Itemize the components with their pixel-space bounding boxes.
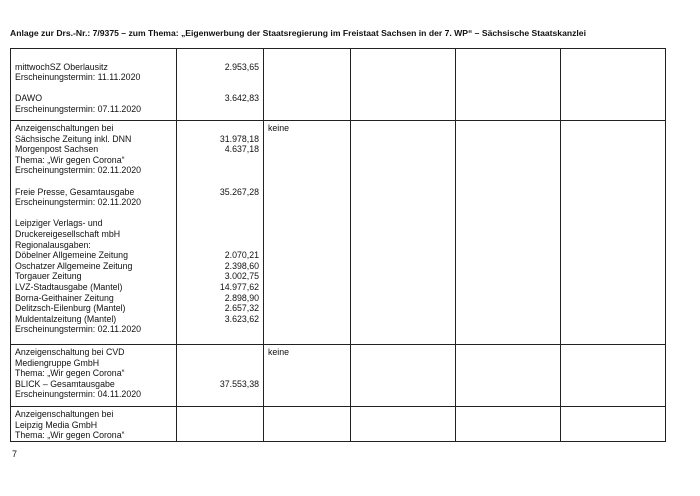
medium-line: Morgenpost Sachsen [15, 144, 99, 155]
line-gap [177, 72, 259, 83]
medium-cell [11, 407, 177, 442]
empty-cell [351, 345, 456, 407]
line-gap [177, 51, 259, 62]
empty-cell [561, 407, 666, 442]
cost-cell [177, 345, 264, 407]
medium-line: Anzeigenschaltung bei CVD [15, 347, 125, 357]
medium-line: Thema: „Wir gegen Corona“ [15, 154, 125, 165]
medium-line: Leipzig Media GmbH [15, 419, 98, 430]
line-gap [177, 104, 259, 115]
note-cell [264, 407, 351, 442]
empty-cell [561, 345, 666, 407]
medium-line: mittwochSZ Oberlausitz [15, 61, 108, 72]
table-row [11, 121, 666, 345]
line-gap [177, 347, 259, 358]
medium-line: Borna-Geithainer Zeitung [15, 292, 114, 303]
line-gap [177, 409, 259, 420]
empty-cell [351, 49, 456, 121]
medium-line: Erscheinungstermin: 02.11.2020 [15, 324, 142, 335]
cost-value: 37.553,38 [219, 378, 259, 389]
cost-value: 3.002,75 [224, 271, 259, 282]
cost-cell [177, 49, 264, 121]
medium-line: Torgauer Zeitung [15, 271, 82, 282]
medium-line: Erscheinungstermin: 02.11.2020 [15, 165, 142, 176]
medium-line: Mediengruppe GmbH [15, 357, 100, 368]
cost-value: 3.642,83 [224, 93, 259, 104]
medium-line: Freie Presse, Gesamtausgabe [15, 186, 135, 197]
table-row [11, 345, 666, 407]
cost-value: 2.953,65 [224, 61, 259, 72]
page-number: 7 [12, 449, 18, 459]
note-cell [264, 345, 351, 407]
cost-value: 2.898,90 [224, 292, 259, 303]
line-gap [177, 430, 259, 441]
cost-value: 35.267,28 [219, 186, 259, 197]
cost-value: 2.657,32 [224, 303, 259, 314]
empty-cell [561, 121, 666, 345]
medium-line: LVZ-Stadtausgabe (Mantel) [15, 281, 123, 292]
empty-cell [456, 49, 561, 121]
medium-line: Erscheinungstermin: 07.11.2020 [15, 103, 142, 114]
cost-value: 2.398,60 [224, 260, 259, 271]
medium-line: Döbelner Allgemeine Zeitung [15, 250, 128, 261]
empty-cell [456, 407, 561, 442]
medium-line: Erscheinungstermin: 11.11.2020 [15, 72, 141, 83]
line-gap [177, 197, 259, 208]
cost-value: 4.637,18 [224, 144, 259, 155]
line-gap [177, 358, 259, 369]
line-gap [15, 176, 176, 187]
line-gap [177, 389, 259, 400]
medium-line: Erscheinungstermin: 02.11.2020 [15, 197, 142, 208]
cost-value: 2.070,21 [224, 250, 259, 261]
medium-line: BLICK – Gesamtausgabe [15, 378, 115, 389]
line-gap [177, 368, 259, 379]
empty-cell [351, 121, 456, 345]
line-gap [177, 229, 259, 240]
table-row [11, 49, 666, 121]
cost-cell [177, 121, 264, 345]
medium-line: Anzeigenschaltungen bei [15, 123, 114, 133]
line-gap [15, 83, 176, 94]
line-gap [177, 165, 259, 176]
medium-cell [11, 121, 177, 345]
page-title: Anlage zur Drs.-Nr.: 7/9375 – zum Thema: „Eigenwerbung der Staatsregierung im Freistaat Sachsen in der 7. WP“ – Sächsische Staatskanzlei [10, 28, 586, 38]
line-gap [177, 208, 259, 219]
medium-line: Delitzsch-Eilenburg (Mantel) [15, 303, 126, 314]
medium-line: Oschatzer Allgemeine Zeitung [15, 260, 133, 271]
cost-value: 14.977,62 [219, 281, 259, 292]
line-gap [15, 51, 176, 62]
line-gap [177, 83, 259, 94]
line-gap [177, 240, 259, 251]
empty-cell [456, 121, 561, 345]
medium-line: Leipziger Verlags- und [15, 218, 103, 229]
medium-line: Anzeigenschaltungen bei [15, 409, 114, 419]
medium-line: Regionalausgaben: [15, 239, 91, 250]
medium-cell [11, 345, 177, 407]
line-gap [177, 123, 259, 134]
medium-cell [11, 49, 177, 121]
medium-line: Erscheinungstermin: 04.11.2020 [15, 389, 142, 400]
medium-line: Druckereigesellschaft mbH [15, 228, 121, 239]
cost-value: 3.623,62 [224, 313, 259, 324]
line-gap [177, 420, 259, 431]
empty-cell [456, 345, 561, 407]
medium-line: Thema: „Wir gegen Corona“ [15, 430, 125, 441]
line-gap [177, 324, 259, 335]
note-cell [264, 121, 351, 345]
medium-line: Sächsische Zeitung inkl. DNN [15, 133, 132, 144]
advertising-table [10, 48, 666, 442]
line-gap [177, 176, 259, 187]
table-row [11, 407, 666, 442]
cost-cell [177, 407, 264, 442]
line-gap [177, 155, 259, 166]
note-cell [264, 49, 351, 121]
empty-cell [351, 407, 456, 442]
medium-line: Thema: „Wir gegen Corona“ [15, 368, 125, 379]
medium-line: Muldentalzeitung (Mantel) [15, 313, 117, 324]
note-text: keine [268, 347, 290, 357]
line-gap [15, 208, 176, 219]
cost-value: 31.978,18 [219, 133, 259, 144]
medium-line: DAWO [15, 93, 43, 104]
empty-cell [561, 49, 666, 121]
line-gap [177, 218, 259, 229]
note-text: keine [268, 123, 290, 133]
